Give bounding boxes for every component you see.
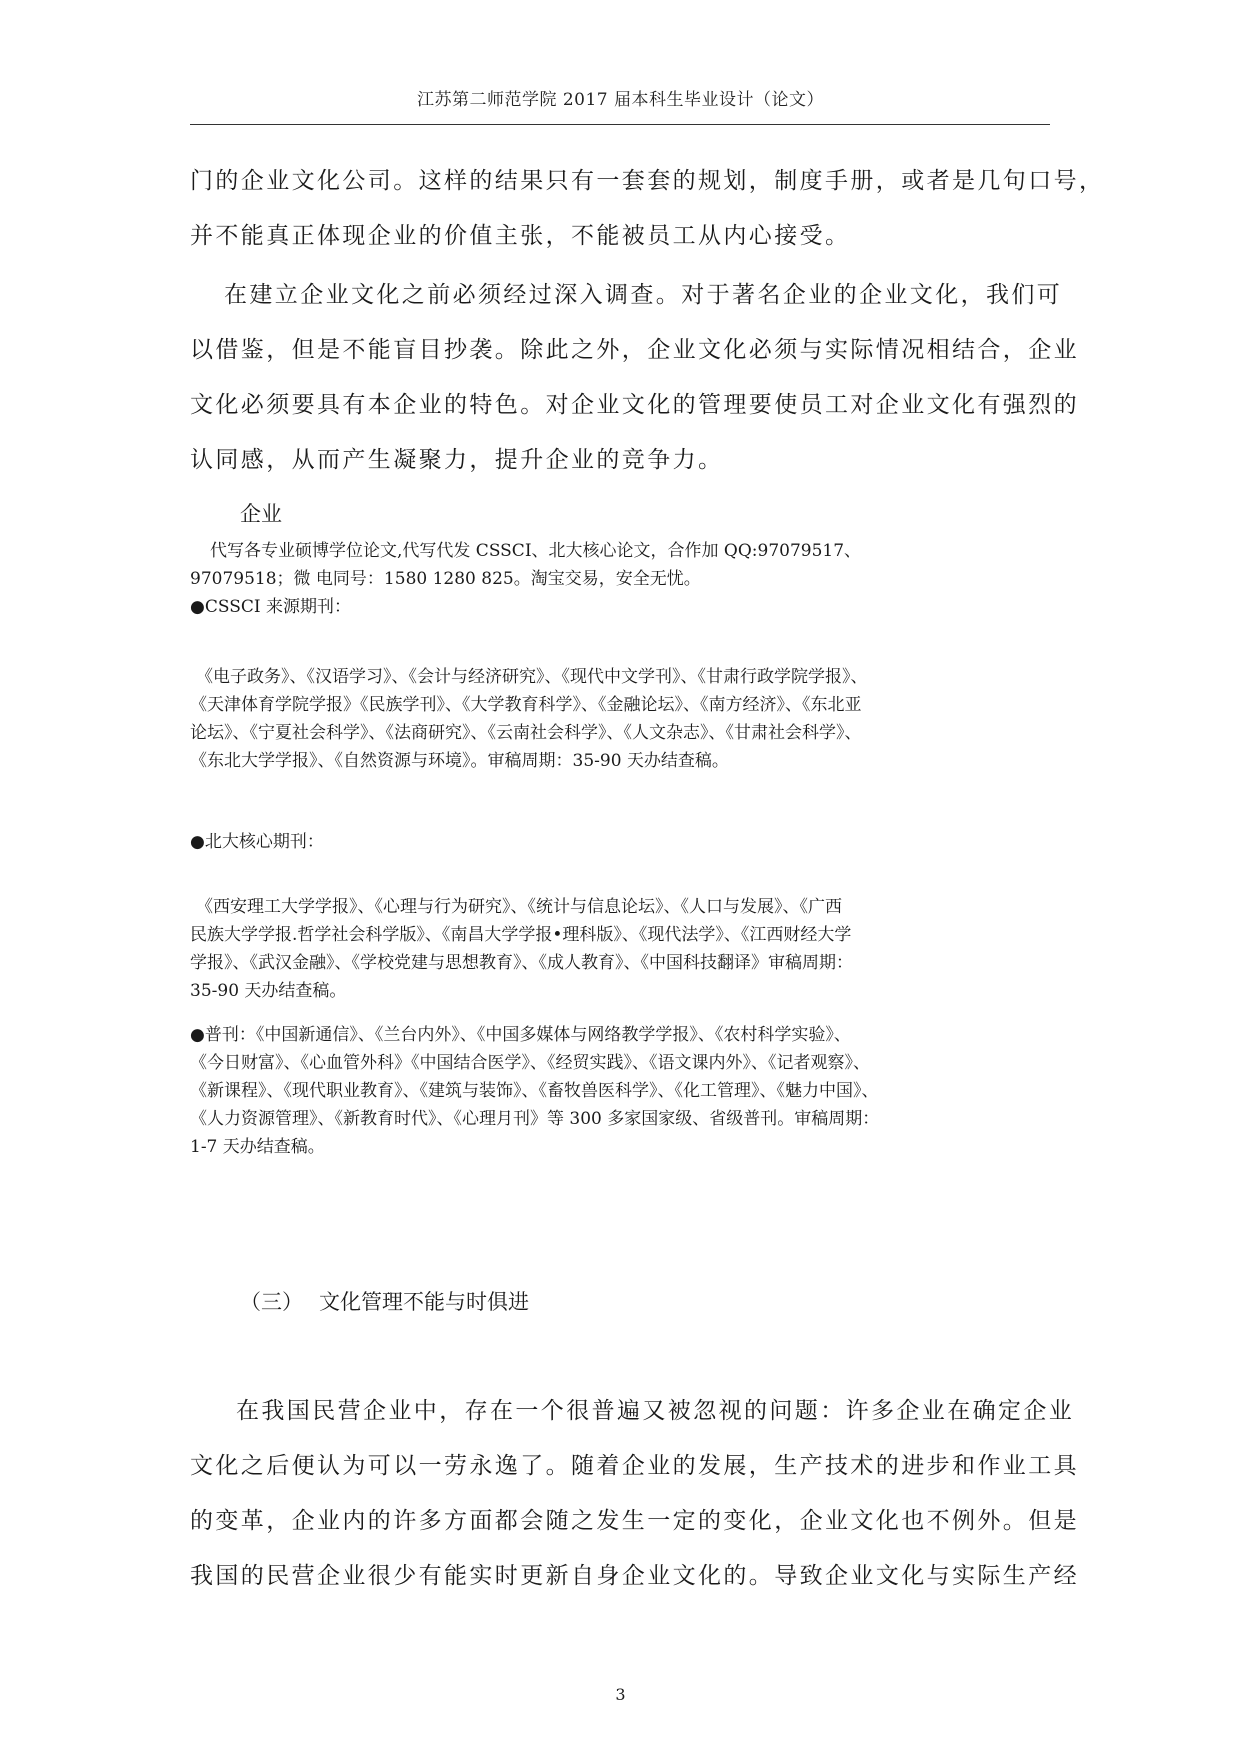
ad-line: ●普刊：《中国新通信》、《兰台内外》、《中国多媒体与网络教学学报》、《农村科学实验》、 <box>190 1025 851 1045</box>
ad-intro <box>190 537 1070 621</box>
page-number: 3 <box>615 1685 626 1704</box>
section-heading <box>240 1287 529 1317</box>
ad-line: 学报》、《武汉金融》、《学校党建与思想教育》、《成人教育》、《中国科技翻译》审稿周期： <box>190 953 853 973</box>
ad-line: 35-90 天办结查稿。 <box>190 981 347 1001</box>
ad-line: 《新课程》、《现代职业教育》、《建筑与装饰》、《畜牧兽医科学》、《化工管理》、《魅力中国》、 <box>190 1081 879 1101</box>
paragraph-continued <box>190 154 1105 264</box>
pku-journal-list <box>190 893 1070 1005</box>
pku-label: ●北大核心期刊： <box>190 832 324 852</box>
ad-line: 《东北大学学报》、《自然资源与环境》。审稿周期：35-90 天办结查稿。 <box>190 751 729 771</box>
section-title: 文化管理不能与时俱进 <box>319 1290 529 1314</box>
text-line: 在我国民营企业中，存在一个很普遍又被忽视的问题：许多企业在确定企业 <box>236 1398 1075 1424</box>
cssci-label: ●CSSCI 来源期刊： <box>190 597 351 617</box>
ad-line: 《今日财富》、《心血管外科》《中国结合医学》、《经贸实践》、《语文课内外》、《记者观察》、 <box>190 1053 870 1073</box>
ad-line: 《天津体育学院学报》《民族学刊》、《大学教育科学》、《金融论坛》、《南方经济》、《东北亚 <box>190 695 862 715</box>
ad-heading: 企业 <box>240 502 282 526</box>
ad-line: 《西安理工大学学报》、《心理与行为研究》、《统计与信息论坛》、《人口与发展》、《广西 <box>196 897 842 917</box>
ad-line: 《人力资源管理》、《新教育时代》、《心理月刊》等 300 多家国家级、省级普刊。审稿周期： <box>190 1109 880 1129</box>
running-header: 江苏第二师范学院 2017 届本科生毕业设计（论文） <box>416 90 825 110</box>
header-rule <box>190 124 1050 125</box>
ad-line: 民族大学学报.哲学社会科学版》、《南昌大学学报•理科版》、《现代法学》、《江西财经大学 <box>190 925 852 945</box>
pku-label-block <box>190 828 1070 856</box>
text-line: 文化必须要具有本企业的特色。对企业文化的管理要使员工对企业文化有强烈的 <box>190 392 1079 418</box>
section-number: （三） <box>240 1290 303 1314</box>
ad-line: 代写各专业硕博学位论文,代写代发 CSSCI、北大核心论文，合作加 QQ:97079517、 <box>210 541 862 561</box>
ad-line: 《电子政务》、《汉语学习》、《会计与经济研究》、《现代中文学刊》、《甘肃行政学院学报》、 <box>196 667 868 687</box>
text-line: 在建立企业文化之前必须经过深入调查。对于著名企业的企业文化，我们可 <box>224 282 1063 308</box>
text-line: 认同感，从而产生凝聚力，提升企业的竞争力。 <box>190 447 724 473</box>
general-journal-list <box>190 1021 1070 1161</box>
text-line: 我国的民营企业很少有能实时更新自身企业文化的。导致企业文化与实际生产经 <box>190 1563 1079 1589</box>
text-line: 门的企业文化公司。这样的结果只有一套套的规划，制度手册，或者是几句口号， <box>190 168 1105 194</box>
paragraph-research <box>190 268 1079 488</box>
ad-line: 论坛》、《宁夏社会科学》、《法商研究》、《云南社会科学》、《人文杂志》、《甘肃社会科学》、 <box>190 723 862 743</box>
text-line: 以借鉴，但是不能盲目抄袭。除此之外，企业文化必须与实际情况相结合，企业 <box>190 337 1079 363</box>
paragraph-private-enterprise <box>190 1384 1079 1604</box>
cssci-journal-list <box>190 663 1070 775</box>
text-line: 并不能真正体现企业的价值主张，不能被员工从内心接受。 <box>190 223 851 249</box>
text-line: 文化之后便认为可以一劳永逸了。随着企业的发展，生产技术的进步和作业工具 <box>190 1453 1079 1479</box>
ad-line: 97079518；微 电同号：1580 1280 825。淘宝交易，安全无忧。 <box>190 569 701 589</box>
text-line: 的变革，企业内的许多方面都会随之发生一定的变化，企业文化也不例外。但是 <box>190 1508 1079 1534</box>
ad-line: 1-7 天办结查稿。 <box>190 1137 325 1157</box>
